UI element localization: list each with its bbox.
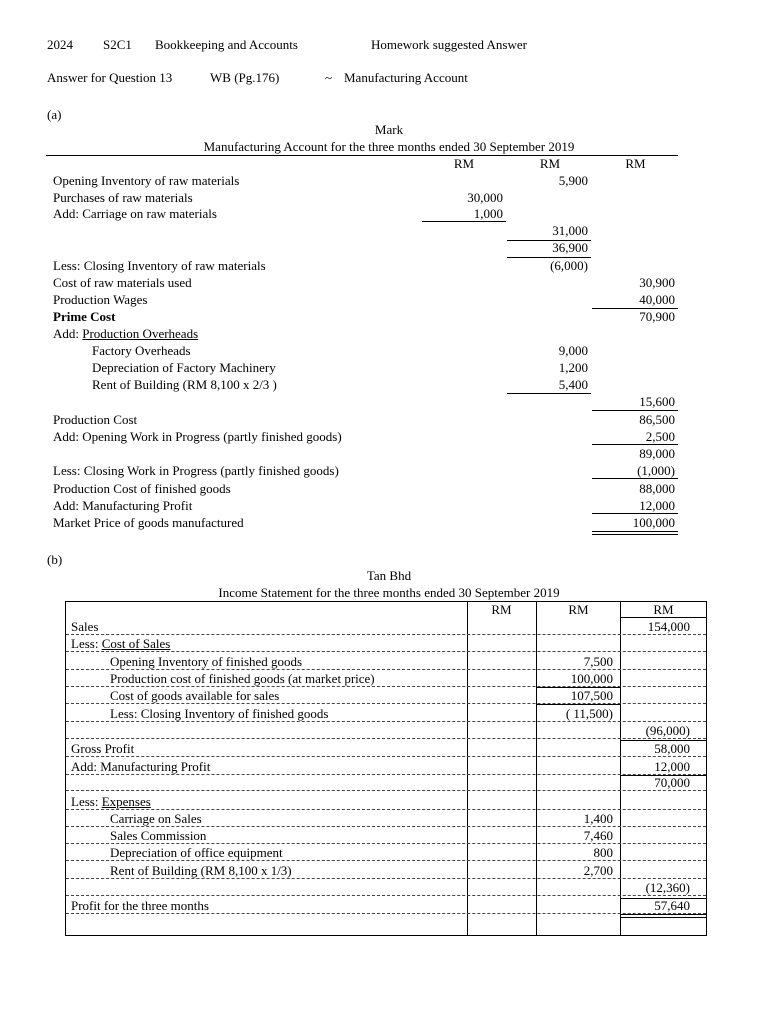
amount-c3: 58,000 [654, 741, 690, 756]
row-label: Prime Cost [53, 309, 116, 324]
amount-c2: 9,000 [558, 343, 588, 358]
row-label [71, 794, 151, 809]
row-label: Add: Opening Work in Progress (partly finished goods) [53, 429, 342, 444]
amount-c2: 1,400 [583, 811, 613, 826]
part-a-title: Manufacturing Account for the three months ended 30 September 2019 [203, 139, 575, 154]
header-subject: Bookkeeping and Accounts [155, 37, 298, 52]
part-a-col1-header: RM [453, 156, 475, 171]
row-divider [66, 756, 706, 757]
rule [621, 617, 706, 618]
double-rule [592, 531, 678, 532]
rule [592, 308, 678, 309]
header-title: Homework suggested Answer [371, 37, 527, 52]
row-label [53, 326, 198, 341]
part-b-owner: Tan Bhd [366, 568, 412, 583]
row-divider [66, 721, 706, 722]
rule [592, 478, 678, 479]
double-rule [621, 917, 706, 918]
row-label-heading: Production Overheads [82, 326, 199, 341]
amount-c3: 2,500 [645, 429, 675, 444]
part-a-col3-header: RM [625, 156, 646, 171]
amount-c2: 5,400 [558, 377, 588, 392]
rule [621, 898, 706, 899]
rule [621, 740, 706, 741]
row-divider [66, 790, 706, 791]
row-label: Gross Profit [71, 741, 135, 756]
row-divider [66, 774, 706, 775]
row-label: Production Cost of finished goods [53, 481, 231, 496]
part-a-label: (a) [47, 107, 62, 122]
rule [422, 221, 506, 222]
row-label: Opening Inventory of finished goods [110, 654, 303, 669]
topic-title: Manufacturing Account [344, 70, 468, 85]
amount-c3: 70,900 [639, 309, 675, 324]
rule [537, 704, 620, 705]
row-label [71, 636, 170, 651]
double-rule [592, 534, 678, 535]
row-divider [66, 895, 706, 896]
amount-c3: 40,000 [639, 292, 675, 307]
row-label: Cost of goods available for sales [110, 688, 280, 703]
row-label: Depreciation of office equipment [110, 845, 283, 860]
row-label: Cost of raw materials used [53, 275, 192, 290]
row-label: Production Wages [53, 292, 148, 307]
amount-c3: 12,000 [639, 498, 675, 513]
row-label: Add: Carriage on raw materials [53, 206, 217, 221]
row-divider [66, 809, 706, 810]
row-label: Less: Closing Work in Progress (partly finished goods) [53, 463, 339, 478]
rule [592, 513, 678, 514]
amount-c2: 36,900 [552, 240, 588, 255]
row-label: Factory Overheads [92, 343, 191, 358]
row-divider [66, 878, 706, 879]
part-b-col2-header: RM [568, 602, 589, 617]
header-year: 2024 [47, 37, 73, 52]
amount-c3: 57,640 [654, 898, 690, 913]
amount-c3: (12,360) [645, 880, 690, 895]
row-label: Add: Manufacturing Profit [53, 498, 193, 513]
amount-c3: (96,000) [645, 723, 690, 738]
row-divider [66, 913, 706, 914]
row-label: Opening Inventory of raw materials [53, 173, 240, 188]
part-b-col1-header: RM [491, 602, 512, 617]
amount-c1: 30,000 [467, 190, 503, 205]
row-divider [66, 634, 706, 635]
row-label: Add: Manufacturing Profit [71, 759, 211, 774]
amount-c3: 89,000 [639, 446, 675, 461]
row-label: Production cost of finished goods (at market price) [110, 671, 375, 686]
amount-c2: 2,700 [583, 863, 613, 878]
row-label: Production Cost [53, 412, 138, 427]
part-a-owner: Mark [374, 122, 404, 137]
row-label-heading: Expenses [101, 794, 151, 809]
row-label-prefix: Less: [71, 636, 102, 651]
row-divider [66, 843, 706, 844]
amount-c3: 100,000 [632, 515, 675, 530]
part-b-col3-header: RM [653, 602, 674, 617]
workbook-reference: WB (Pg.176) [210, 70, 280, 85]
row-divider [66, 669, 706, 670]
row-label: Profit for the three months [71, 898, 209, 913]
rule [507, 393, 591, 394]
rule [592, 444, 678, 445]
amount-c1: 1,000 [473, 206, 503, 221]
amount-c3: 86,500 [639, 412, 675, 427]
row-divider [66, 651, 706, 652]
amount-c2: 1,200 [558, 360, 588, 375]
row-label: Purchases of raw materials [53, 190, 193, 205]
part-b-title: Income Statement for the three months ended 30 September 2019 [218, 585, 560, 600]
row-label: Sales [71, 619, 99, 634]
row-label: Rent of Building (RM 8,100 x 2/3 ) [92, 377, 277, 392]
rule [507, 240, 591, 241]
row-label: Sales Commission [110, 828, 207, 843]
tilde-separator: ~ [325, 70, 333, 85]
row-label-prefix: Add: [53, 326, 83, 341]
rule [537, 687, 620, 688]
row-label-heading: Cost of Sales [101, 636, 171, 651]
row-label: Less: Closing Inventory of raw materials [53, 258, 266, 273]
row-divider [66, 826, 706, 827]
rule [621, 775, 706, 776]
row-label: Less: Closing Inventory of finished goods [110, 706, 329, 721]
amount-c2: 7,500 [583, 654, 613, 669]
row-label: Rent of Building (RM 8,100 x 1/3) [110, 863, 292, 878]
amount-c2: 7,460 [583, 828, 613, 843]
question-number: Answer for Question 13 [47, 70, 173, 85]
amount-c3: 12,000 [654, 759, 690, 774]
amount-c2: 800 [593, 845, 613, 860]
amount-c2: (6,000) [550, 258, 588, 273]
amount-c3: 15,600 [639, 394, 675, 409]
amount-c3: 154,000 [647, 619, 690, 634]
rule [592, 410, 678, 411]
row-label: Depreciation of Factory Machinery [92, 360, 276, 375]
row-label: Market Price of goods manufactured [53, 515, 244, 530]
amount-c3: 70,000 [654, 775, 690, 790]
header-code: S2C1 [103, 37, 132, 52]
row-label-prefix: Less: [71, 794, 102, 809]
rule [507, 257, 591, 258]
amount-c2: ( 11,500) [565, 706, 613, 721]
row-label: Carriage on Sales [110, 811, 202, 826]
amount-c2: 31,000 [552, 223, 588, 238]
amount-c3: (1,000) [637, 463, 675, 478]
row-divider [66, 860, 706, 861]
amount-c3: 88,000 [639, 481, 675, 496]
amount-c3: 30,900 [639, 275, 675, 290]
amount-c2: 100,000 [570, 671, 613, 686]
amount-c2: 5,900 [558, 173, 588, 188]
part-b-label: (b) [47, 552, 63, 567]
part-a-col2-header: RM [539, 156, 561, 171]
row-divider [66, 738, 706, 739]
amount-c2: 107,500 [570, 688, 613, 703]
double-rule [621, 914, 706, 915]
